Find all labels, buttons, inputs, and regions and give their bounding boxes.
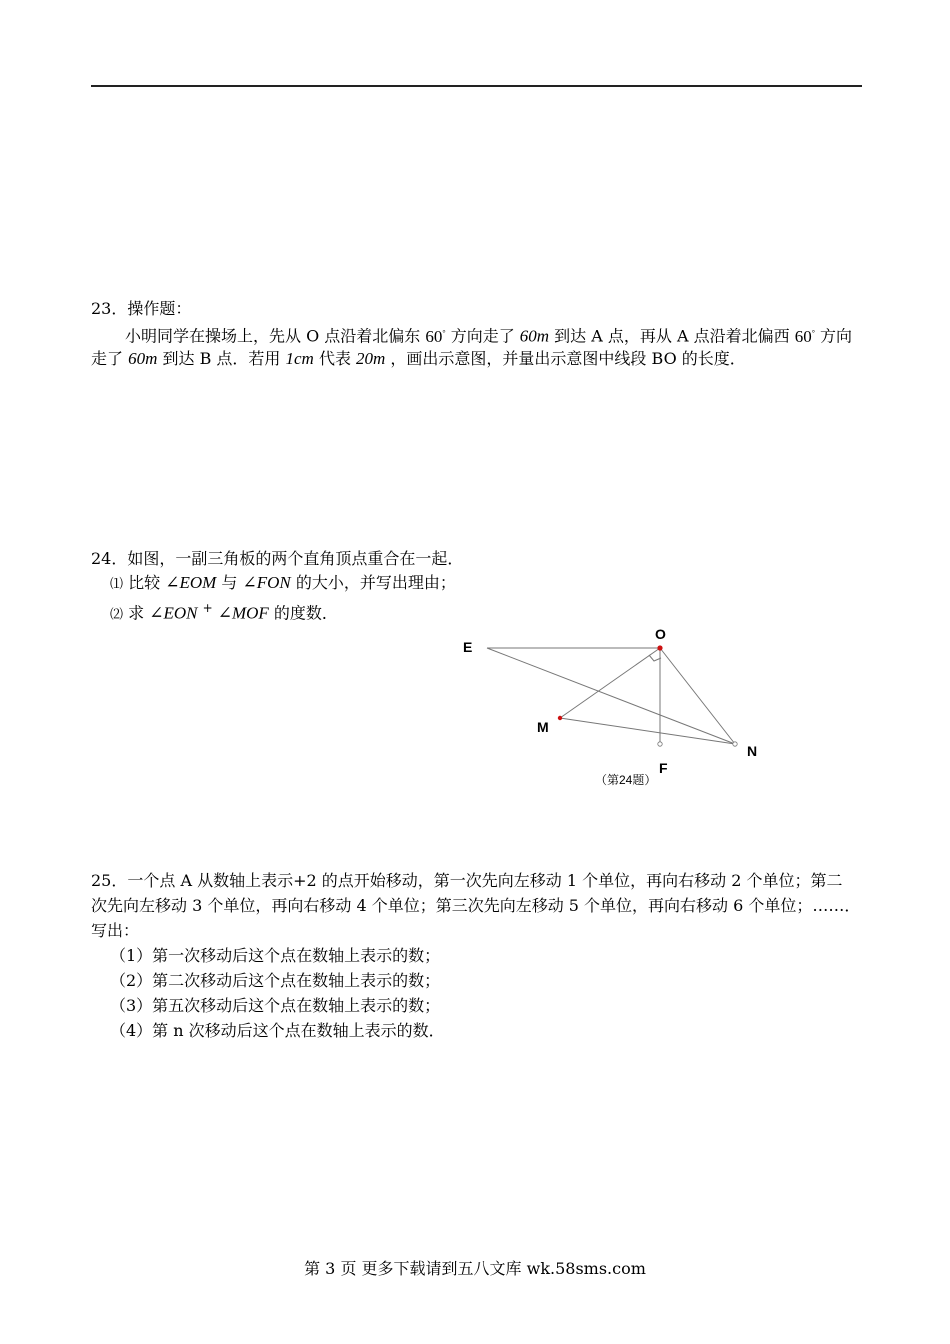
right-angle-mark <box>649 655 661 661</box>
q23-title: 23．操作题： <box>91 299 192 318</box>
header-rule <box>91 85 862 87</box>
q25-item-4: （4）第 n 次移动后这个点在数轴上表示的数． <box>110 1021 445 1040</box>
q23-line1: 小明同学在操场上，先从 O 点沿着北偏东 60° 方向走了 60m 到达 A 点，再从 A 点沿着北偏西 60° 方向 <box>125 326 853 346</box>
label-o: O <box>655 626 666 642</box>
segment-om <box>560 648 660 718</box>
page-footer: 第 3 页 更多下载请到五八文库 wk.58sms.com <box>304 1259 646 1278</box>
label-e: E <box>463 639 473 655</box>
label-f: F <box>659 760 668 776</box>
q25-item-1: （1）第一次移动后这个点在数轴上表示的数； <box>110 946 441 965</box>
point-n <box>733 742 737 746</box>
q23-line2: 走了 60m 到达 B 点．若用 1cm 代表 20m ，画出示意图，并量出示意图中线段 BO 的长度． <box>91 349 746 368</box>
label-m: M <box>537 719 549 735</box>
segment-mn <box>560 718 735 744</box>
figure-caption: （第24题） <box>595 773 657 787</box>
point-f <box>658 742 662 746</box>
q24-item1: ⑴ 比较 ∠EOM 与 ∠FON 的大小，并写出理由； <box>110 573 456 592</box>
q24-item2: ⑵ 求 ∠EON + ∠MOF 的度数． <box>110 601 338 623</box>
triangle-figure <box>455 620 785 800</box>
q25-line3: 写出： <box>91 921 140 940</box>
point-o <box>657 645 662 650</box>
q24-title: 24．如图，一副三角板的两个直角顶点重合在一起． <box>91 549 464 568</box>
q25-line2: 次先向左移动 3 个单位，再向右移动 4 个单位；第三次先向左移动 5 个单位，再向右移动 6 个单位；……． <box>91 896 861 915</box>
q25-item-2: （2）第二次移动后这个点在数轴上表示的数； <box>110 971 441 990</box>
point-m <box>558 716 562 720</box>
label-n: N <box>747 743 758 759</box>
q25-item-3: （3）第五次移动后这个点在数轴上表示的数； <box>110 996 441 1015</box>
q25-line1: 25．一个点 A 从数轴上表示+2 的点开始移动，第一次先向左移动 1 个单位，再向右移动 2 个单位；第二 <box>91 871 843 890</box>
